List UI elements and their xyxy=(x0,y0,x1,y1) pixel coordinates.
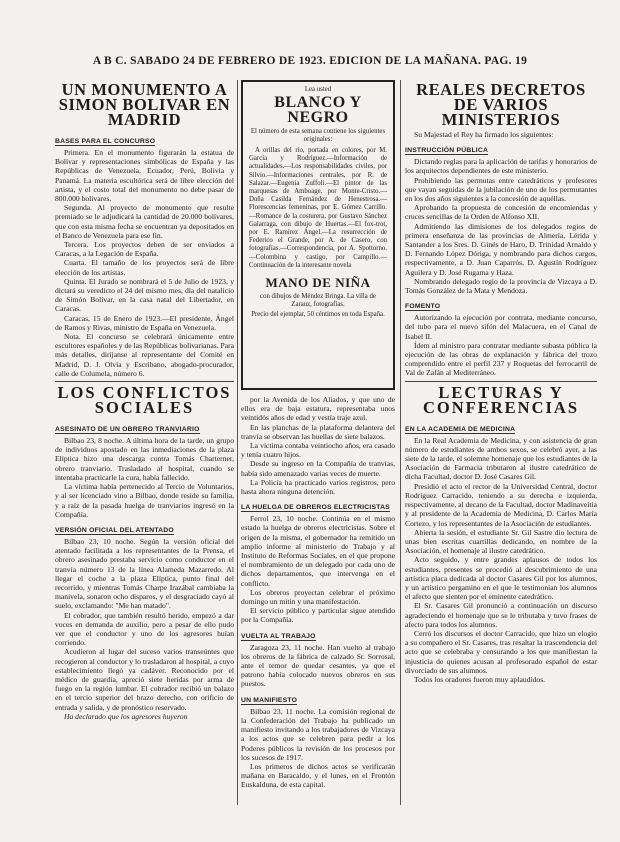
paragraph: Nota. El concurso se celebrará únicamente entre escultores españoles y de las Repúblicas bolivarianas. Para más detalles, diríjanse al representante del Comité en Madrid, D. J. Olvia y Escribano, abogado-procurador, calle de Columela, número 6. xyxy=(55,332,234,378)
section-version-oficial: VERSIÓN OFICIAL DEL ATENTADO xyxy=(55,526,174,534)
column-divider-1 xyxy=(237,80,238,805)
paragraph: La víctima contaba veintiocho años, era casado y tenía cuatro hijos. xyxy=(241,441,395,460)
advert-kicker: Lea usted xyxy=(304,86,332,93)
advert-blanco-y-negro xyxy=(241,80,395,390)
paragraph: Cerró los discursos el doctor Carracido, que hizo un elogio a su compañero el Sr. Casares, tras resaltar la trascendencia del acto que se celebraba y censurando a los que manifiestan la injusticia de quienes acusan al profesorado español de estar divorciado de sus alumnos. xyxy=(405,628,597,675)
paragraph: Ferrol 23, 10 noche. Continúa en el mismo estado la huelga de obreros electricistas. Sobre el origen de la misma, el gobernador ha remitido un amplio informe al ministerio de Trabajo y al Instituto de Reformas Sociales, en el que propone el nombramiento de un delegado por cada uno de dichos departamentos, que intervenga en el conflicto. xyxy=(241,514,395,588)
column-middle xyxy=(241,80,395,810)
paragraph: Zaragoza 23, 11 noche. Han vuelto al trabajo los obreros de la fábrica de calzado Sr. Sorrosal, ante el temor de quedar cesantes, ya que el patrono había colocado nuevos obreros en sus puestos. xyxy=(241,642,395,689)
paragraph: Autorizando la ejecución por contrata, mediante concurso, del tubo para el nuevo sifón del Malacuera, en el Canal de Isabel II. xyxy=(405,313,597,341)
paragraph: Acudieron al lugar del suceso varios transeúntes que recogieron al conductor y lo trasladaron al hospital, a cuyo establecimiento llegó ya cadáver. Reconocido por el médico de guardia, apreció siete heridas por arma de fuego en la región lumbar. El cobrador recibió un balazo en el tercio superior del brazo derecho, con orificio de entrada y salida, y de pronóstico reservado. xyxy=(55,647,234,712)
paragraph: Presidió el acto el rector de la Universidad Central, doctor Rodríguez Carracido, teniendo a su derecha e izquierda, respectivamente, al decano de la Facultad, doctor Madinaveitia y al presidente de la Academia de Medicina, D. Carlos María Cortezo, y los representantes de la Asociación de estudiantes. xyxy=(405,481,597,528)
paragraph: Prohibiendo las permutas entre catedráticos y profesores que vayan seguidas de la jubilación de uno de los permutantes en los dos años siguientes a la concesión de aquéllas. xyxy=(405,175,597,204)
advert-novel-subtitle: con dibujos de Méndez Bringa. La villa de Zarauz, fotografías. xyxy=(260,293,376,309)
article-huelga-body xyxy=(241,514,395,624)
paragraph: El cobrador, que también resultó herido, empezó a dar voces en demanda de auxilio, pero a pesar de ello pudo ver que el conductor y uno de los agresores huían corriendo. xyxy=(55,610,234,648)
headline-lecturas-conferencias: LECTURAS Y CONFERENCIAS xyxy=(422,382,580,417)
paragraph: Los primeros de dichos actos se verificarán mañana en Baracaldo, y el lunes, en el Frontón Euskalduna, de esta capital. xyxy=(241,761,395,790)
section-manifiesto: UN MANIFIESTO xyxy=(241,696,298,704)
paragraph: Quinta. El Jurado se nombrará el 5 de Julio de 1923, y dictará su veredicto el 24 del mismo mes, día del natalicio de Simón Bolívar, en la casa natal del Libertador, en Caracas. xyxy=(55,276,234,314)
advert-price: Precio del ejemplar, 50 céntimos en toda España. xyxy=(251,311,385,319)
paragraph: Los obreros proyectan celebrar el próximo domingo un mitin y una manifestación. xyxy=(241,587,395,607)
article-fomento-body xyxy=(405,313,597,377)
article-bolivar-body xyxy=(55,148,234,378)
paragraph: Admitiendo las dimisiones de los delegados regios de primera enseñanza de las provincias de Almería, Lérida y Santander a los Sres. D. Ginés de Haro, D. Trinidad Arnaldo y D. Fernando López Dóriga, y nombrando para dichos cargos, respectivamente, a D. Juan Caparrós, D. Agustín Rodríguez Aguilera y D. José Rugama y Haza. xyxy=(405,221,597,277)
advert-contents: A orillas del río, portada en colores, por M. García y Rodríguez.—Información de actualidades.—Los responsabilidades civiles, por Silvio.—Informaciones centrales, por R. de Salazar.—Eugenia Zuffoli.—El pintor de las marquesas de Amboage, por Monte-Cristo.—Doña Casilda Fernández de Henestrosa.—Florescencias femeninas, por E. Gómez Carrillo.—Romance de la costurera, por Gustavo Sánchez Galarraga, con dibujo de Huertas.—El fox-trot, por E. Ramírez Ángel.—La resurrección de Federico el Grande, por A. de Casero, con fotografías.—Correspondencia, por A. Spottorno.—Colombina y castigo, por Campillo.—Continuación de la interesante novela xyxy=(249,147,387,269)
paragraph: Segunda. Al proyecto de monumento que resulte premiado se le adjudicará la cantidad de 20.000 bolívares, que con esta misma fecha se encuentran ya depositados en el Banco de Venezuela para ese fin. xyxy=(55,203,234,240)
paragraph: Bilbao 23, 10 noche. Según la versión oficial del atentado facilitada a los representantes de la Prensa, el obrero asesinado prestaba servicio como conductor en el tranvía número 13 de la línea Alameda Mazarredo. Al llegar el coche a la plaza Elíptica, punto final del recorrido, y mientras Tomás Charpe Irazábal cambiaba la manivela, sonaron ocho disparos, y el desgraciado cayó al suelo, exclamando: "Me han matado". xyxy=(55,536,234,611)
article-asesinato-body xyxy=(55,436,234,519)
section-vuelta-trabajo: VUELTA AL TRABAJO xyxy=(241,632,316,640)
paragraph: Cuarta. El tamaño de los proyectos será de libre elección de los artistas. xyxy=(55,258,234,277)
advert-novel-title: MANO DE NIÑA xyxy=(265,275,371,291)
section-asesinato-obrero: ASESINATO DE UN OBRERO TRANVIARIO xyxy=(55,426,200,434)
headline-reales-decretos: REALES DECRETOS DE VARIOS MINISTERIOS xyxy=(416,80,586,129)
column-left xyxy=(55,80,234,810)
article-academia-body xyxy=(405,436,597,684)
section-bases-concurso: BASES PARA EL CONCURSO xyxy=(55,138,156,145)
headline-monumento-bolivar: UN MONUMENTO A SIMON BOLIVAR EN MADRID xyxy=(58,80,231,129)
section-fomento: FOMENTO xyxy=(405,303,441,311)
paragraph: Nombrando delegado regio de la provincia de Vizcaya a D. Tomás González de la Mata y Mendoza. xyxy=(405,276,597,296)
article-instruccion-body xyxy=(405,157,597,295)
paragraph: Bilbao 23, 11 noche. La comisión regional de la Confederación del Trabajo ha publicado un manifiesto invitando a los trabajadores de Vizcaya a los actos que se celebren para pedir a los Poderes públicos la revisión de los procesos por los sucesos de 1917. xyxy=(241,706,395,762)
paragraph: Todos los oradores fueron muy aplaudidos. xyxy=(414,674,546,684)
paragraph: Primera. En el monumento figurarán la estatua de Bolívar y representaciones simbólicas de España y las Repúblicas de Venezuela, Ecuador, Perú, Bolivia y Panamá. La materia escultórica será de libre elección del artista, y el costo total del monumento no debe pasar de 800.000 bolívares. xyxy=(55,148,234,204)
section-instruccion-publica: INSTRUCCIÓN PÚBLICA xyxy=(405,147,489,155)
section-academia-medicina: EN LA ACADEMIA DE MEDICINA xyxy=(405,425,516,433)
paragraph: Ídem al ministro para contratar mediante subasta pública la ejecución de las obras de explanación y fábrica del trozo comprendido entre el perfil 237 y Roquetas del ferrocarril de Val de Zafán al Mediterráneo. xyxy=(405,340,597,378)
paragraph: Caracas, 15 de Enero de 1923.—El presidente, Ángel de Ramos y Rivas, ministro de España en Venezuela. xyxy=(55,313,234,332)
paragraph: Dictando reglas para la aplicación de tarifas y honorarios de los arquitectos dependientes de este ministerio. xyxy=(405,157,597,176)
advert-intro: El número de esta semana contiene los siguientes originales: xyxy=(250,128,386,143)
paragraph: El servicio público y particular sigue atendido por la Compañía. xyxy=(241,606,395,625)
paragraph: Bilbao 23, 8 noche. A última hora de la tarde, un grupo de individuos apostado en las inmediaciones de la plaza Elíptica hizo una descarga contra Tomás Charterner, obrero tranviario. Trasladado al hospital, cuando se intentaba practicarle la cura, había fallecido. xyxy=(55,436,234,482)
paragraph: El Sr. Casares Gil pronunció a continuación un discurso agradeciendo el homenaje que se le tributaba y tuvo frases de afecto para todos los alumnos. xyxy=(405,601,597,629)
page-masthead: A B C. SABADO 24 DE FEBRERO DE 1923. EDICION DE LA MAÑANA. PAG. 19 xyxy=(92,55,528,67)
article-version-body xyxy=(55,537,234,721)
paragraph: En las planchas de la plataforma delantera del tranvía se observan las huellas de siete balazos. xyxy=(241,422,395,441)
paragraph: Ha declarado que los agresores huyeron xyxy=(64,711,188,721)
paragraph: Abierta la sesión, el estudiante Sr. Gil Sastre dio lectura de unas bien escritas cuartillas dedicando, en nombre de la Asociación, el homenaje al ilustre catedrático. xyxy=(405,527,597,556)
paragraph: La víctima había pertenecido al Tercio de Voluntarios, y al ser licenciado vino a Bilbao, donde reside su familia, y a raíz de la pasada huelga de tranviarios ingresó en la Compañía. xyxy=(55,482,234,519)
headline-conflictos-sociales: LOS CONFLICTOS SOCIALES xyxy=(57,383,232,418)
column-right xyxy=(405,80,597,810)
paragraph: por la Avenida de los Aliados, y que uno de ellos era de baja estatura, representaba unos veintidós años de edad y vestía traje azul. xyxy=(241,395,395,423)
paragraph: La Policía ha practicado varios registros, pero hasta ahora ninguna detención. xyxy=(241,477,395,497)
section-huelga-electricistas: LA HUELGA DE OBREROS ELECTRICISTAS xyxy=(241,504,390,512)
intro-paragraph: Su Majestad el Rey ha firmado los siguientes: xyxy=(414,130,554,139)
paragraph: Tercera. Los proyectos deben de ser enviados a Caracas, a la Legación de España. xyxy=(55,240,234,259)
article-manifiesto-body xyxy=(241,707,395,790)
paragraph: Desde su ingreso en la Compañía de tranvías, había sido amenazado varias veces de muerte. xyxy=(241,459,395,478)
section-rule xyxy=(405,381,597,382)
column-divider-2 xyxy=(400,80,401,805)
paragraph: Aprobando la propuesta de concesión de encomiendas y cruces sencillas de la Orden de Alfonso XII. xyxy=(405,203,597,222)
advert-title: BLANCO Y NEGRO xyxy=(274,94,362,126)
paragraph: En la Real Academia de Medicina, y con asistencia de gran número de estudiantes de ambos sexos, se celebró ayer, a las siete de la tarde, el solemne homenaje que los estudiantes de la Asociación de Farmacia tributaron al ilustre catedrático de dicha Facultad, doctor D. José Casares Gil. xyxy=(405,435,597,482)
paragraph: Acto seguido, y entre grandes aplausos de todos los estudiantes, presentes se procedió al descubrimiento de una artística placa dedicada al doctor Casares Gil por los alumnos, y un artístico pergamino en el que le testimonian los alumnos el afecto que sienten por el eminente catedrático. xyxy=(405,555,597,602)
article-continuation-body xyxy=(241,395,395,496)
article-vuelta-body xyxy=(241,643,395,689)
section-rule xyxy=(55,381,234,382)
